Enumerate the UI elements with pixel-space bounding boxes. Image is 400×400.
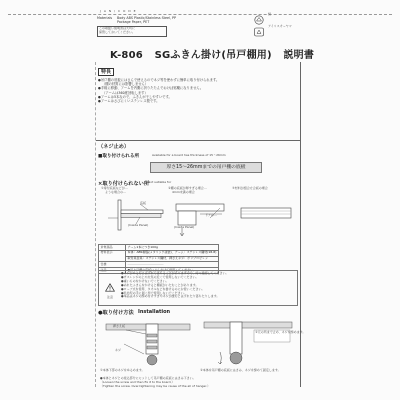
not-attach-item-1: ①扉付底板などが… <box>101 186 128 190</box>
caution-line: ●ぬれたふきんをかけると棚板がいたむことがあります。 <box>121 282 199 287</box>
diagram-door-panel <box>100 196 166 240</box>
install-step2-illustration <box>200 316 296 368</box>
section-divider <box>96 140 300 141</box>
feature-line: ●アームは5本なので、ふきんが干しやすいです。 <box>98 94 172 99</box>
material-label: Materials <box>97 16 113 20</box>
brand-mark-label: アイリスオーヤマ <box>268 24 292 28</box>
not-attach-heading: ×取り付けられない所 <box>98 181 150 187</box>
spec-key: 材料表示 <box>99 250 126 262</box>
notice-line-2: 保管しておいてください。 <box>99 29 136 34</box>
caution-line: ●乳幼児の手に届く所で使用しないでください。 <box>121 290 187 295</box>
spec-value: ●吊り戸棚の底板にぶらさげて使用してください。 <box>126 268 219 274</box>
caution-box <box>98 270 298 306</box>
spec-key: 対象商品 <box>99 245 126 251</box>
label-screw: ネジ <box>115 348 122 352</box>
caution-line: ●重いものをかけないでください。 <box>121 278 169 283</box>
caution-label-block <box>101 277 119 300</box>
caution-line: ●ガスレンジの上や火気の近くで使用しないでください。 <box>121 274 199 279</box>
feature-line: （アームは360度回転します） <box>102 90 148 95</box>
plywood-diagram <box>235 198 297 240</box>
attach-subheading-en: Available for a board has thickness of 15～26mm <box>152 153 226 157</box>
door-panel-diagram <box>100 196 166 240</box>
label-bottom-board: 底板 <box>140 201 147 205</box>
spec-key: 仕様 <box>99 262 126 268</box>
feature-line: ●手軽に移動、アームを内側に折りたたんでおけば邪魔になりません。 <box>98 86 204 91</box>
clamp-tighten-illustration <box>200 316 296 368</box>
install-heading: ●取り付け方法 <box>98 310 134 316</box>
spec-value: ……………………………… <box>126 262 219 268</box>
thick-board-diagram <box>170 198 230 240</box>
feature-line: ●アームはさびにくいステンレス製です。 <box>98 99 160 104</box>
install-step1: ①本体下部のネジをゆるめます。 <box>100 368 145 372</box>
diagram-thick-board <box>170 198 230 240</box>
caution-list <box>121 272 229 299</box>
material-line-1: Body ABS Plastic/Stainless Steel, PP <box>117 16 177 20</box>
right-edge-rule <box>300 62 301 387</box>
spec-value: 本体：ABS樹脂(メタリック塗装)、アーム：ステンレス鋼材(18-8) <box>127 250 217 255</box>
install-notes <box>100 377 210 389</box>
label-door: ドアの… <box>205 213 217 217</box>
jan-code-tab: J A N / C O D E <box>100 9 137 13</box>
install-note-line: ●本体とネジとの差込部分にセットして吊戸棚の底板にはさみ下さい。 <box>100 376 196 380</box>
caution-line: ●本品はネジの締め付けすぎやネジが緩むとはずれたり落ちたりします。 <box>121 294 220 299</box>
not-attach-item-2: ②棚の底板が厚すぎる場合… <box>168 186 207 190</box>
paper-mark-label: 紙 <box>268 12 272 16</box>
paper-recycle-mark <box>253 10 265 20</box>
install-heading-en: Installation <box>138 309 171 315</box>
model-number: K-806 <box>110 50 143 61</box>
notice-box <box>97 26 167 37</box>
not-attach-item-3: ③材料が組合せ合板の場合 <box>232 186 268 190</box>
caution-line: ●ネジがゆるむとはずれて落ちることがありますので、時々確認してください。 <box>121 271 229 275</box>
step2-note: ②元の所まで止め、ネジを締めます。 <box>255 330 306 334</box>
label-inside-panel-2: (Inside Panel) <box>174 225 195 229</box>
spec-key: 注意 <box>99 268 126 274</box>
features-heading: 特長 <box>98 68 114 76</box>
caution-label: 注意 <box>106 295 113 299</box>
caution-line: ●ローブ式を使用、タオルなどを掛けるのにお使いください。 <box>121 286 205 291</box>
spec-value: アーム1本につき100g <box>126 245 219 251</box>
not-attach-heading-en: Not suitable for <box>148 180 172 184</box>
title <box>110 46 314 61</box>
label-pressure-plate: 押さえ板 <box>113 324 126 328</box>
install-step2: ②本体を吊戸棚の底板にはさみ、ネジを締めて固定します。 <box>200 368 281 372</box>
attach-subheading: ■取り付けられる所 <box>98 154 140 159</box>
not-attach-item-2b: 4mm未満の場合 <box>172 190 195 194</box>
product-name: SGふきん掛け(吊戸棚用) <box>154 50 272 61</box>
material-line-2: Package Paper, PET <box>117 20 150 24</box>
notice-line-1: この取扱い説明書は大切に <box>99 26 136 30</box>
not-attach-item-1b: ような場合の… <box>105 190 127 194</box>
features-list <box>98 78 219 103</box>
header-divider <box>8 14 392 15</box>
install-note-line: （Loosen the screw and then fix it to the board.） <box>100 379 175 384</box>
spec-value: 取付具金具：ステンレス鋼材、押さえネジ：ポリプロピレン <box>126 256 219 262</box>
plastic-recycle-mark <box>253 22 265 32</box>
left-margin-rule <box>95 62 96 387</box>
warning-icon <box>105 283 115 292</box>
thickness-range-bar: 厚さ15～26mmまでの吊戸棚の底板 <box>150 162 262 173</box>
recycle-icon <box>253 27 265 37</box>
diagram-plywood <box>235 198 297 240</box>
label-inside-panel-1: (Inside Panel) <box>128 223 149 227</box>
attach-heading: （ネジ止め） <box>98 144 130 150</box>
feature-line: ●吊戸棚の底板にはさんで使えるのでネジ等を使わずに簡単に取り付けられます。 <box>98 78 220 82</box>
feature-line: （棚の材質には影響しません） <box>102 82 149 87</box>
install-note-line: （Tighten the screw. Over-tightening may be cause of the all of hanger.） <box>100 383 211 388</box>
document-type: 説明書 <box>283 50 315 61</box>
